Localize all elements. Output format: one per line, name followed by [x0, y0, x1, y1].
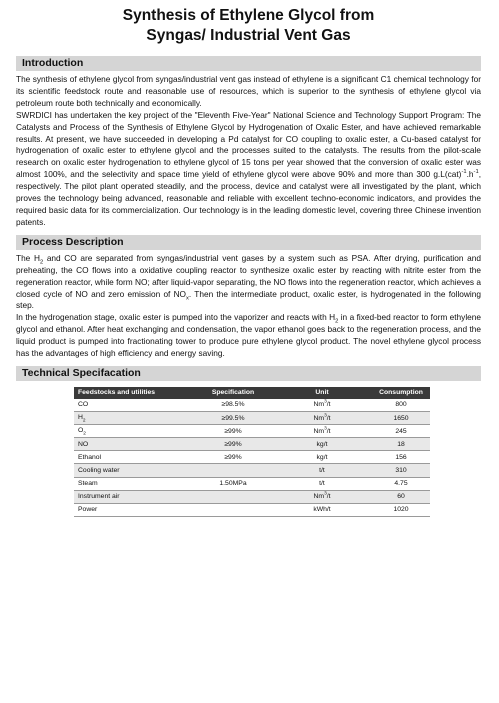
cell-specification — [194, 503, 272, 516]
table-row — [74, 438, 430, 451]
cell-consumption: 18 — [372, 438, 430, 451]
cell-unit: Nm$^3$/t — [272, 425, 372, 438]
cell-unit: kg/t — [272, 438, 372, 451]
table-row — [74, 490, 430, 503]
table-row — [74, 464, 430, 477]
cell-consumption: 156 — [372, 451, 430, 464]
cell-specification: ≥99% — [194, 425, 272, 438]
cell-unit: t/t — [272, 477, 372, 490]
process-heading: Process Description — [16, 235, 481, 250]
page-title — [16, 6, 481, 46]
cell-feedstock: $O_2$ — [74, 425, 194, 438]
cell-consumption: 800 — [372, 399, 430, 412]
cell-consumption: 60 — [372, 490, 430, 503]
spec-table — [74, 387, 430, 517]
column-header-feedstocks: Feedstocks and utilities — [74, 387, 194, 399]
cell-specification: ≥99% — [194, 451, 272, 464]
introduction-heading: Introduction — [16, 56, 481, 71]
cell-specification: ≥99.5% — [194, 412, 272, 425]
cell-feedstock: NO — [74, 438, 194, 451]
cell-feedstock: Ethanol — [74, 451, 194, 464]
process-paragraph-1: The $H_2$ and CO are separated from syngas/industrial vent gases by a system such as PSA. After drying, purification and preheating, the CO flows into a oxidative coupling reactor to synthesize oxalic ester by reacting with nitrite ester from the regeneration reactor, while form NO; after liquid-vapor separating, the NO flows into the regeneration reactor, which achieves a closed cycle of NO and zero emission of $NO_x$. Then the intermediate product, oxalic ester, is hydrogenated in the following step. — [16, 252, 481, 311]
technical-heading: Technical Specifacation — [16, 366, 481, 381]
cell-consumption: 4.75 — [372, 477, 430, 490]
process-paragraph-2: In the hydrogenation stage, oxalic ester is pumped into the vaporizer and reacts with $H_2$ in a fixed-bed reactor to form ethylene glycol and ethanol. After heat exchanging and condensation, the vapor ethanol goes back to the regeneration process, and the liquid product is pumped into fractionating tower to produce pure ethylene glycol product. The novel ethylene glycol process has the advantages of high efficiency and energy saving. — [16, 312, 482, 359]
spec-table-wrapper — [74, 387, 481, 517]
introduction-paragraph-2: SWRDICI has undertaken the key project of the "Eleventh Five-Year" National Science and Technology Support Program: The Catalysts and Process of the Synthesis of Ethylene Glycol by Hydrogenation of Oxalic Ester, and have achieved remarkable results. At present, we have succeeded in developing a Pd catalyst for CO coupling to oxalic ester, a Cu-based catalyst for hydrogenation of oxalic ester to ethylene glycol and the processes suited to the catalysts. The results from the pilot-scale research on oxalic ester hydrogenation to ethylene glycol of 15 tons per year showed that the conversion of oxalic ester was almost 100%, and the selectivity and space time yield of ethylene glycol were above 90% and more than 300 $g.L(cat)^{-1}.h^{-1}$, respectively. The pilot plant operated steadily, and the process, device and catalyst were all investigated by the plant, which proves the technology being advanced, reasonable and reliable with excellent techno-economic indicators, and provides the required basic data for its commercialization. Our technology is in the leading domestic level, covering three Chinese invention patents. — [16, 109, 481, 227]
cell-consumption: 1650 — [372, 412, 430, 425]
column-header-consumption: Consumption — [372, 387, 430, 399]
cell-consumption: 245 — [372, 425, 430, 438]
cell-consumption: 1020 — [372, 503, 430, 516]
cell-unit: Nm$^3$/t — [272, 399, 372, 412]
cell-unit: t/t — [272, 464, 372, 477]
cell-specification — [194, 464, 272, 477]
cell-unit: kWh/t — [272, 503, 372, 516]
column-header-unit: Unit — [272, 387, 372, 399]
introduction-paragraph-1: The synthesis of ethylene glycol from syngas/industrial vent gas instead of ethylene is a significant C1 chemical technology for its scientific feedstock route and reasonable use of resources, which is superior to the synthesis of ethylene glycol via petroleum route both technically and economically. — [16, 74, 481, 108]
table-row — [74, 412, 430, 425]
cell-unit: Nm$^3$/t — [272, 490, 372, 503]
title-line-2: Syngas/ Industrial Vent Gas — [146, 27, 351, 44]
cell-consumption: 310 — [372, 464, 430, 477]
cell-feedstock: CO — [74, 399, 194, 412]
cell-feedstock: Power — [74, 503, 194, 516]
cell-feedstock: $H_2$ — [74, 412, 194, 425]
document-page — [16, 6, 481, 517]
table-row — [74, 477, 430, 490]
table-row — [74, 503, 430, 516]
table-header-row — [74, 387, 430, 399]
spec-table-body — [74, 399, 430, 516]
cell-specification: ≥98.5% — [194, 399, 272, 412]
cell-specification: 1.50MPa — [194, 477, 272, 490]
column-header-specification: Specification — [194, 387, 272, 399]
table-row — [74, 451, 430, 464]
cell-specification — [194, 490, 272, 503]
cell-specification: ≥99% — [194, 438, 272, 451]
cell-feedstock: Cooling water — [74, 464, 194, 477]
table-row — [74, 399, 430, 412]
cell-feedstock: Steam — [74, 477, 194, 490]
cell-unit: kg/t — [272, 451, 372, 464]
cell-feedstock: Instrument air — [74, 490, 194, 503]
title-line-1: Synthesis of Ethylene Glycol from — [122, 7, 375, 24]
cell-unit: Nm$^3$/t — [272, 412, 372, 425]
table-row — [74, 425, 430, 438]
